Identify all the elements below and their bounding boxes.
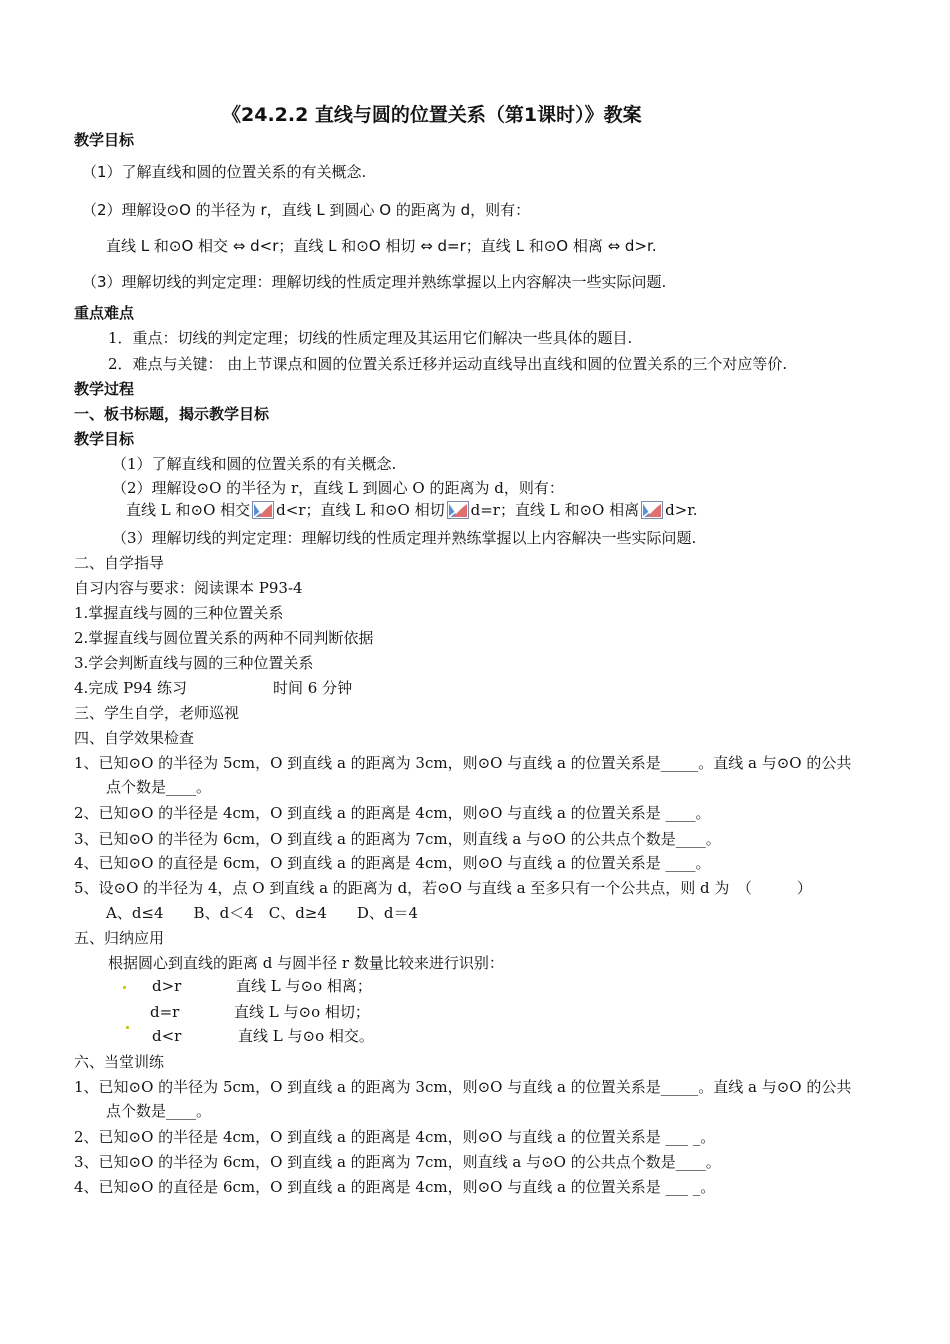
check-question-5: 5、设⊙O 的半径为 4，点 O 到直线 a 的距离为 d，若⊙O 与直线 a 至多只有一个公共点，则 d 为 （ ） (74, 879, 812, 897)
practice-question-4: 4、已知⊙O 的直径是 6cm，O 到直线 a 的距离是 4cm，则⊙O 与直线 a 的位置关系是 ___ _。 (74, 1178, 716, 1196)
check-question-5-options: A、d≤4 B、d＜4 C、d≥4 D、d＝4 (106, 904, 419, 922)
goal2-item-3: （3）理解切线的判定定理：理解切线的性质定理并熟练掌握以上内容解决一些实际问题. (112, 529, 697, 547)
section-heading-goals: 教学目标 (74, 131, 135, 149)
practice-question-2: 2、已知⊙O 的半径是 4cm，O 到直线 a 的距离是 4cm，则⊙O 与直线 a 的位置关系是 ___ _。 (74, 1128, 716, 1146)
goal-item-1: （1）了解直线和圆的位置关系的有关概念. (82, 163, 367, 181)
relation-separate-label: d=r；直线 L 和⊙O 相离 (470, 501, 640, 519)
check-question-1: 1、已知⊙O 的半径为 5cm，O 到直线 a 的距离为 3cm，则⊙O 与直线 a 的位置关系是_____。直线 a 与⊙O 的公共 (74, 754, 852, 772)
section-1-heading: 一、板书标题，揭示教学目标 (74, 405, 270, 423)
section-heading-goals-2: 教学目标 (74, 430, 135, 448)
self-study-intro: 自习内容与要求：阅读课本 P93-4 (74, 579, 303, 597)
goal2-relations-line (126, 500, 698, 520)
goal2-item-2: （2）理解设⊙O 的半径为 r，直线 L 到圆心 O 的距离为 d，则有： (112, 479, 564, 497)
broken-image-icon (252, 501, 274, 519)
relation-separate-value: d>r. (665, 501, 698, 519)
practice-question-1-cont: 点个数是____。 (106, 1102, 212, 1120)
broken-image-icon (447, 501, 469, 519)
goal-item-2-relations: 直线 L 和⊙O 相交 ⇔ d<r；直线 L 和⊙O 相切 ⇔ d=r；直线 L 和⊙O 相离 ⇔ d>r. (106, 237, 657, 255)
section-4-heading: 四、自学效果检查 (74, 729, 195, 747)
practice-question-3: 3、已知⊙O 的半径为 6cm，O 到直线 a 的距离为 7cm，则直线 a 与⊙O 的公共点个数是____。 (74, 1153, 721, 1171)
self-study-item-3: 3.学会判断直线与圆的三种位置关系 (74, 654, 314, 672)
self-study-time: 时间 6 分钟 (273, 679, 353, 697)
section-heading-key-points: 重点难点 (74, 304, 135, 322)
section-6-heading: 六、当堂训练 (74, 1053, 165, 1071)
check-question-4: 4、已知⊙O 的直径是 6cm，O 到直线 a 的距离是 4cm，则⊙O 与直线 a 的位置关系是 ____。 (74, 854, 711, 872)
section-heading-process: 教学过程 (74, 380, 135, 398)
induction-result-3: 直线 L 与⊙o 相交。 (238, 1027, 374, 1045)
self-study-item-2: 2.掌握直线与圆位置关系的两种不同判断依据 (74, 629, 374, 647)
stray-mark (126, 1026, 129, 1029)
induction-condition-2: d=r (150, 1003, 180, 1021)
stray-mark (123, 986, 126, 989)
section-2-heading: 二、自学指导 (74, 554, 165, 572)
practice-question-1: 1、已知⊙O 的半径为 5cm，O 到直线 a 的距离为 3cm，则⊙O 与直线 a 的位置关系是_____。直线 a 与⊙O 的公共 (74, 1078, 852, 1096)
section-5-heading: 五、归纳应用 (74, 929, 165, 947)
self-study-item-1: 1.掌握直线与圆的三种位置关系 (74, 604, 284, 622)
goal2-item-1: （1）了解直线和圆的位置关系的有关概念. (112, 455, 397, 473)
broken-image-icon (641, 501, 663, 519)
induction-result-2: 直线 L 与⊙o 相切； (234, 1003, 370, 1021)
induction-intro: 根据圆心到直线的距离 d 与圆半径 r 数量比较来进行识别： (108, 954, 504, 972)
key-point-2: 2．难点与关键： 由上节课点和圆的位置关系迁移并运动直线导出直线和圆的位置关系的三个对应等价. (108, 355, 788, 373)
induction-result-1: 直线 L 与⊙o 相离； (236, 977, 372, 995)
goal-item-3: （3）理解切线的判定定理：理解切线的性质定理并熟练掌握以上内容解决一些实际问题. (82, 273, 667, 291)
induction-condition-1: d>r (152, 977, 182, 995)
goal-item-2: （2）理解设⊙O 的半径为 r，直线 L 到圆心 O 的距离为 d，则有： (82, 201, 531, 219)
relation-intersect-label: 直线 L 和⊙O 相交 (126, 501, 251, 519)
self-study-item-4: 4.完成 P94 练习 (74, 679, 188, 697)
check-question-1-cont: 点个数是____。 (106, 778, 212, 796)
check-question-2: 2、已知⊙O 的半径是 4cm，O 到直线 a 的距离是 4cm，则⊙O 与直线 a 的位置关系是 ____。 (74, 804, 711, 822)
check-question-3: 3、已知⊙O 的半径为 6cm，O 到直线 a 的距离为 7cm，则直线 a 与⊙O 的公共点个数是____。 (74, 830, 721, 848)
induction-condition-3: d<r (152, 1027, 182, 1045)
key-point-1: 1．重点：切线的判定定理；切线的性质定理及其运用它们解决一些具体的题目. (108, 329, 633, 347)
relation-tangent-label: d<r；直线 L 和⊙O 相切 (276, 501, 445, 519)
document-title: 《24.2.2 直线与圆的位置关系（第1课时）》教案 (222, 104, 642, 126)
section-3-heading: 三、学生自学，老师巡视 (74, 704, 240, 722)
